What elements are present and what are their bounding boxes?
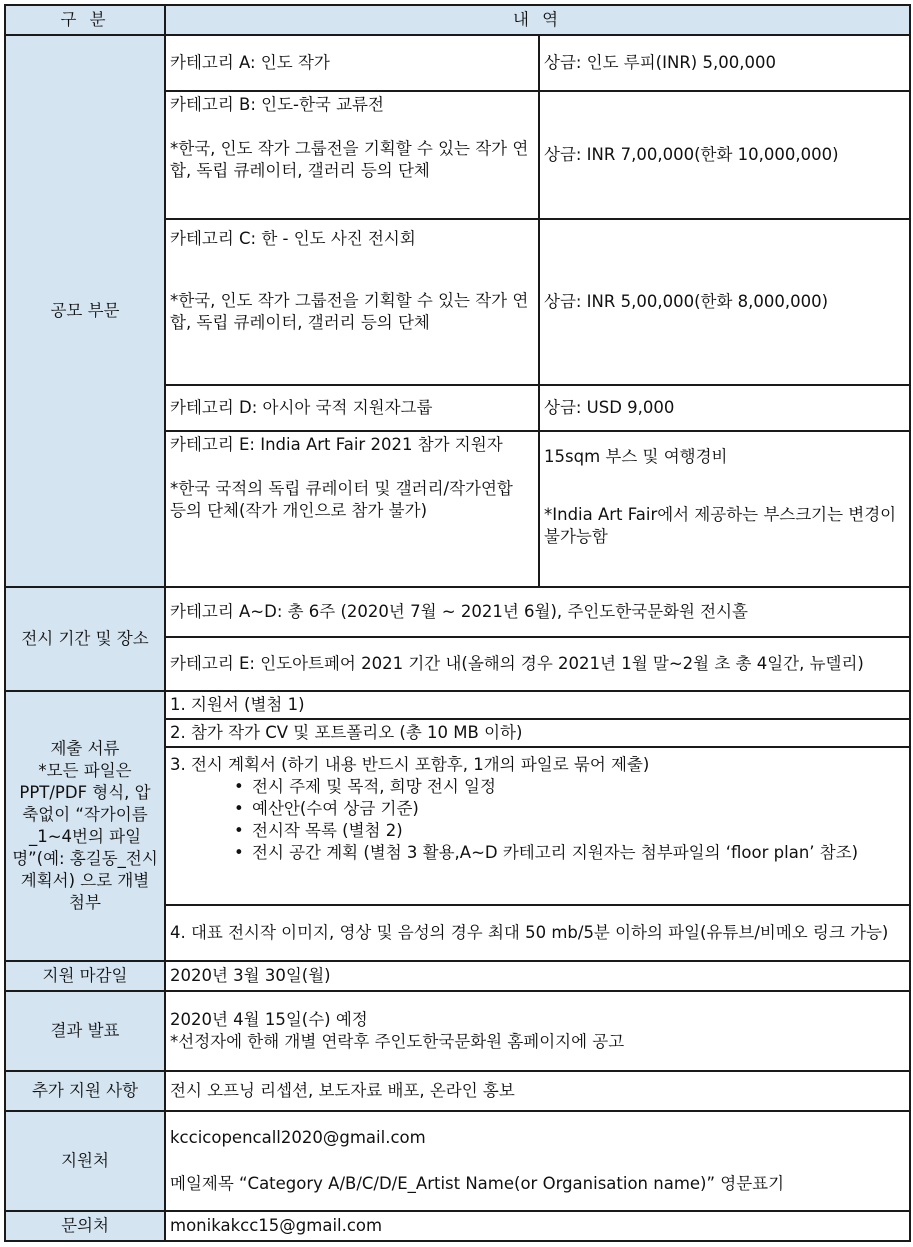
category-e-prize-note: *India Art Fair에서 제공하는 부스크기는 변경이 불가능함 — [544, 505, 902, 546]
documents-row-1 — [5, 691, 910, 719]
deadline-label: 지원 마감일 — [5, 961, 165, 991]
deadline-row — [5, 961, 910, 991]
document-item-4: 4. 대표 전시작 이미지, 영상 및 음성의 경우 최대 50 mb/5분 이하의 파일(유튜브/비메오 링크 가능) — [165, 905, 910, 961]
category-c-cell — [165, 219, 539, 385]
category-e-prize-cell — [539, 431, 910, 587]
contact-email[interactable]: monikakcc15@gmail.com — [165, 1211, 910, 1241]
plan-bullet-list — [170, 776, 905, 864]
category-b-note: *한국, 인도 작가 그룹전을 기획할 수 있는 작가 연합, 독립 큐레이터, 갤러리 등의 단체 — [170, 139, 529, 180]
header-category-cell: 구 분 — [5, 5, 165, 35]
plan-bullet-3: • 전시작 목록 (별첨 2) — [252, 820, 905, 842]
category-c-prize: 상금: INR 5,00,000(한화 8,000,000) — [539, 219, 910, 385]
result-note: *선정자에 한해 개별 연락후 주인도한국문화원 홈페이지에 공고 — [170, 1032, 625, 1051]
support-row — [5, 1071, 910, 1111]
document-item-2: 2. 참가 작가 CV 및 포트폴리오 (총 10 MB 이하) — [165, 719, 910, 747]
contact-row — [5, 1211, 910, 1241]
result-label: 결과 발표 — [5, 991, 165, 1071]
category-b-prize: 상금: INR 7,00,000(한화 10,000,000) — [539, 91, 910, 219]
category-d-prize: 상금: USD 9,000 — [539, 385, 910, 431]
plan-bullet-4: • 전시 공간 계획 (별첨 3 활용,A~D 카테고리 지원자는 첨부파일의 ‘floor plan’ 참조) — [252, 842, 905, 864]
category-b-title: 카테고리 B: 인도-한국 교류전 — [170, 95, 384, 114]
category-b-cell — [165, 91, 539, 219]
result-cell — [165, 991, 910, 1071]
documents-label: 제출 서류 *모든 파일은 PPT/PDF 형식, 압축없이 “작가이름_1~4번의 파일명”(예: 홍길동_전시계획서) 으로 개별 첨부 — [5, 691, 165, 961]
result-date: 2020년 4월 15일(수) 예정 — [170, 1010, 368, 1029]
category-e-cell — [165, 431, 539, 587]
open-call-table — [4, 4, 911, 1242]
document-item-1: 1. 지원서 (별첨 1) — [165, 691, 910, 719]
category-d-title: 카테고리 D: 아시아 국적 지원자그룹 — [165, 385, 539, 431]
period-a-d: 카테고리 A~D: 총 6주 (2020년 7월 ~ 2021년 6월), 주인도한국문화원 전시홀 — [165, 587, 910, 637]
category-e-note: *한국 국적의 독립 큐레이터 및 갤러리/작가연합 등의 단체(작가 개인으로 참가 불가) — [170, 479, 519, 520]
document-item-3: 3. 전시 계획서 (하기 내용 반드시 포함후, 1개의 파일로 묶어 제출) — [170, 755, 650, 774]
competition-label: 공모 부문 — [5, 35, 165, 587]
category-a-title: 카테고리 A: 인도 작가 — [165, 35, 539, 91]
apply-email[interactable]: kccicopencall2020@gmail.com — [170, 1128, 426, 1147]
apply-subject: 메일제목 “Category A/B/C/D/E_Artist Name(or Organisation name)” 영문표기 — [170, 1174, 785, 1193]
header-row — [5, 5, 910, 35]
support-label: 추가 지원 사항 — [5, 1071, 165, 1111]
deadline-value: 2020년 3월 30일(월) — [165, 961, 910, 991]
result-row — [5, 991, 910, 1071]
contact-label: 문의처 — [5, 1211, 165, 1241]
header-details-cell: 내 역 — [165, 5, 910, 35]
apply-cell — [165, 1111, 910, 1211]
plan-bullet-2: • 예산안(수여 상금 기준) — [252, 798, 905, 820]
category-c-title: 카테고리 C: 한 - 인도 사진 전시회 — [170, 229, 416, 248]
support-value: 전시 오프닝 리셉션, 보도자료 배포, 온라인 홍보 — [165, 1071, 910, 1111]
period-e: 카테고리 E: 인도아트페어 2021 기간 내(올해의 경우 2021년 1월 말~2월 초 총 4일간, 뉴델리) — [165, 637, 910, 691]
document-item-3-cell — [165, 747, 910, 905]
category-a-prize: 상금: 인도 루피(INR) 5,00,000 — [539, 35, 910, 91]
category-e-prize: 15sqm 부스 및 여행경비 — [544, 447, 728, 466]
category-a-row — [5, 35, 910, 91]
plan-bullet-1: • 전시 주제 및 목적, 희망 전시 일정 — [252, 776, 905, 798]
category-c-note: *한국, 인도 작가 그룹전을 기획할 수 있는 작가 연합, 독립 큐레이터, 갤러리 등의 단체 — [170, 291, 529, 332]
category-e-title: 카테고리 E: India Art Fair 2021 참가 지원자 — [170, 435, 503, 454]
period-label: 전시 기간 및 장소 — [5, 587, 165, 691]
apply-label: 지원처 — [5, 1111, 165, 1211]
period-row-1 — [5, 587, 910, 637]
apply-row — [5, 1111, 910, 1211]
